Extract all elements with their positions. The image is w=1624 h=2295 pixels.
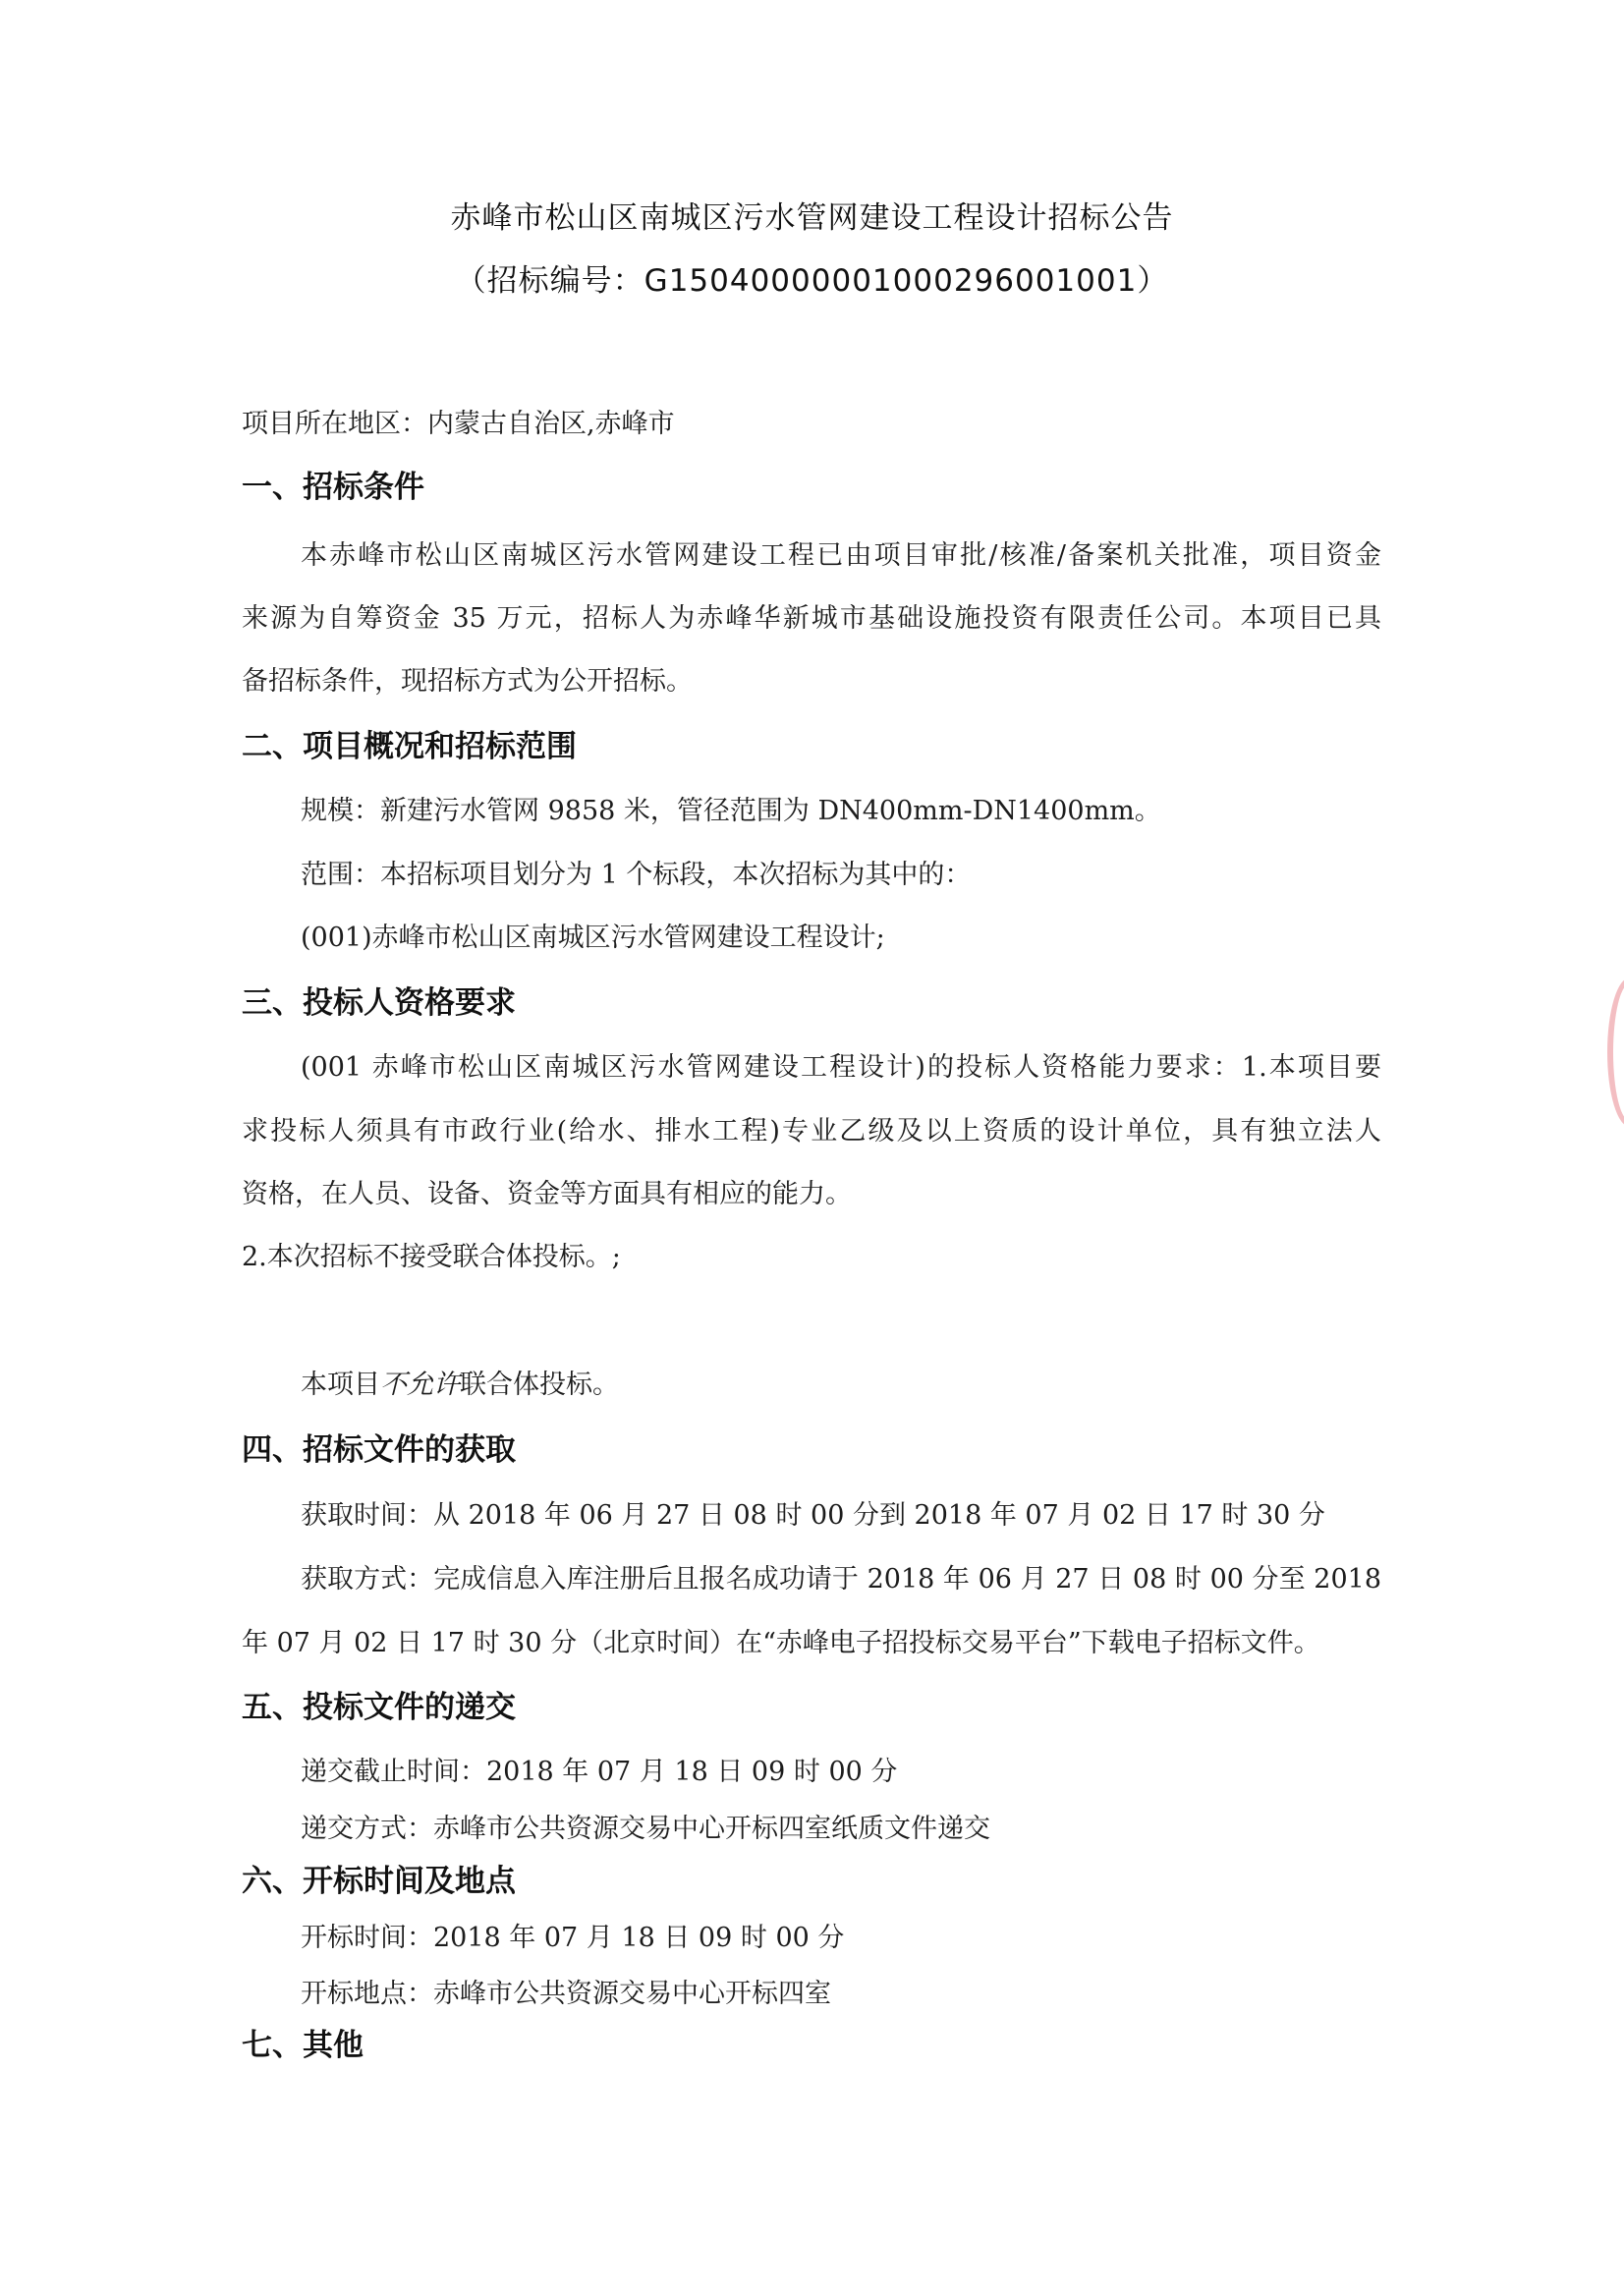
- bid-opening-place: 开标地点：赤峰市公共资源交易中心开标四室: [301, 1979, 831, 2009]
- section-heading-6: 六、开标时间及地点: [242, 1864, 516, 1899]
- section-heading-3: 三、投标人资格要求: [242, 985, 516, 1021]
- document-acquisition-time: 获取时间：从 2018 年 06 月 27 日 08 时 00 分到 2018 年 07 月 02 日 17 时 30 分: [301, 1500, 1325, 1531]
- document-title: 赤峰市松山区南城区污水管网建设工程设计招标公告: [450, 200, 1174, 236]
- section-heading-5: 五、投标文件的递交: [242, 1690, 516, 1725]
- submission-method: 递交方式：赤峰市公共资源交易中心开标四室纸质文件递交: [301, 1814, 990, 1844]
- sec3-paragraph-line: 资格，在人员、设备、资金等方面具有相应的能力。: [242, 1179, 852, 1209]
- tender-number: （招标编号：G15040000001000296001001）: [455, 263, 1169, 299]
- project-scope: 范围：本招标项目划分为 1 个标段，本次招标为其中的：: [301, 860, 972, 890]
- document-acquisition-method-cont: 年 07 月 02 日 17 时 30 分（北京时间）在“赤峰电子招投标交易平台”下载电子招标文件。: [242, 1628, 1320, 1658]
- sec3-paragraph-line: 2.本次招标不接受联合体投标。;: [242, 1242, 621, 1272]
- project-scale: 规模：新建污水管网 9858 米，管径范围为 DN400mm-DN1400mm。: [301, 796, 1161, 826]
- sec3-paragraph-line: 求投标人须具有市政行业(给水、排水工程)专业乙级及以上资质的设计单位，具有独立法人: [242, 1116, 1381, 1147]
- sec1-paragraph-line: 来源为自筹资金 35 万元，招标人为赤峰华新城市基础设施投资有限责任公司。本项目已具: [242, 603, 1381, 634]
- red-seal-edge: [1607, 978, 1624, 1127]
- submission-deadline: 递交截止时间：2018 年 07 月 18 日 09 时 00 分: [301, 1757, 898, 1787]
- sec1-paragraph-line: 备招标条件，现招标方式为公开招标。: [242, 666, 693, 697]
- sec1-paragraph-line: 本赤峰市松山区南城区污水管网建设工程已由项目审批/核准/备案机关批准，项目资金: [301, 540, 1381, 571]
- project-location: 项目所在地区：内蒙古自治区,赤峰市: [242, 409, 675, 439]
- document-acquisition-method: 获取方式：完成信息入库注册后且报名成功请于 2018 年 06 月 27 日 08 时 00 分至 2018: [301, 1564, 1381, 1595]
- section-heading-4: 四、招标文件的获取: [242, 1432, 516, 1468]
- joint-bid-not-allowed: 不允许: [380, 1370, 460, 1400]
- section-heading-2: 二、项目概况和招标范围: [242, 729, 577, 764]
- joint-bid-statement: [301, 1368, 1440, 1403]
- section-heading-1: 一、招标条件: [242, 470, 424, 505]
- bid-opening-time: 开标时间：2018 年 07 月 18 日 09 时 00 分: [301, 1923, 845, 1953]
- sec3-paragraph-line: (001 赤峰市松山区南城区污水管网建设工程设计)的投标人资格能力要求：1.本项目要: [301, 1052, 1381, 1083]
- joint-bid-suffix: 联合体投标。: [460, 1370, 619, 1400]
- section-heading-7: 七、其他: [242, 2028, 364, 2063]
- lot-item: (001)赤峰市松山区南城区污水管网建设工程设计;: [301, 923, 885, 953]
- joint-bid-prefix: 本项目: [301, 1370, 380, 1400]
